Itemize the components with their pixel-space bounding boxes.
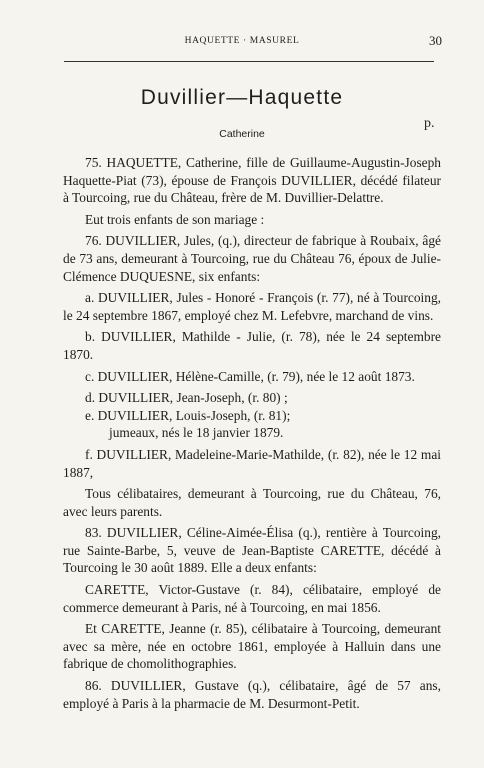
paragraph-83: 83. DUVILLIER, Céline-Aimée-Élisa (q.), rentière à Tourcoing, rue Sainte-Barbe, 5, veuve de Jean-Baptiste CARETTE, décédé à Tourcoing le 30 août 1889. Elle a deux enfants:: [63, 525, 441, 576]
margin-letter: p.: [424, 116, 435, 131]
carette-jeanne-entry: Et CARETTE, Jeanne (r. 85), célibataire à Tourcoing, demeurant avec sa mère, née en octobre 1861, employée à Halluin dans une fabrique de chomolithographies.: [63, 621, 441, 672]
paragraph-76: 76. DUVILLIER, Jules, (q.), directeur de fabrique à Roubaix, âgé de 73 ans, demeurant à Tourcoing, rue du Château 76, époux de Julie-Clémence DUQUESNE, six enfants:: [63, 233, 441, 284]
section-subtitle: Catherine: [219, 128, 265, 140]
child-entry-a: a. DUVILLIER, Jules - Honoré - François (r. 77), né à Tourcoing, le 24 septembre 1867, employé chez M. Lefebvre, marchand de vins.: [63, 290, 441, 323]
children-residence-note: Tous célibataires, demeurant à Tourcoing, rue du Château, 76, avec leurs parents.: [63, 486, 441, 519]
page-number: 30: [429, 33, 442, 48]
paragraph-75: 75. HAQUETTE, Catherine, fille de Guillaume-Augustin-Joseph Haquette-Piat (73), épouse de François DUVILLIER, décédé filateur à Tourcoing, rue du Château, frère de M. Duvillier-Delattre.: [63, 155, 441, 206]
child-entry-b: b. DUVILLIER, Mathilde - Julie, (r. 78), née le 24 septembre 1870.: [63, 329, 441, 362]
header-rule: [64, 61, 434, 62]
carette-victor-entry: CARETTE, Victor-Gustave (r. 84), célibataire, employé de commerce demeurant à Paris, né à Tourcoing, en mai 1856.: [63, 582, 441, 615]
paragraph-86: 86. DUVILLIER, Gustave (q.), célibataire, âgé de 57 ans, employé à Paris à la pharmacie de M. Desurmont-Petit.: [63, 678, 441, 711]
running-head: HAQUETTE · MASUREL: [184, 36, 300, 46]
child-entry-f: f. DUVILLIER, Madeleine-Marie-Mathilde, (r. 82), née le 12 mai 1887,: [63, 446, 441, 480]
paragraph-children-intro: Eut trois enfants de son mariage :: [85, 211, 265, 227]
twins-note: jumeaux, nés le 18 janvier 1879.: [109, 425, 284, 441]
child-entry-d: d. DUVILLIER, Jean-Joseph, (r. 80) ;: [85, 390, 288, 406]
child-entry-c: c. DUVILLIER, Hélène-Camille, (r. 79), née le 12 août 1873.: [85, 368, 415, 384]
child-entry-e: e. DUVILLIER, Louis-Joseph, (r. 81);: [85, 407, 291, 423]
section-title: Duvillier—Haquette: [140, 86, 344, 109]
body-text: [63, 154, 441, 712]
